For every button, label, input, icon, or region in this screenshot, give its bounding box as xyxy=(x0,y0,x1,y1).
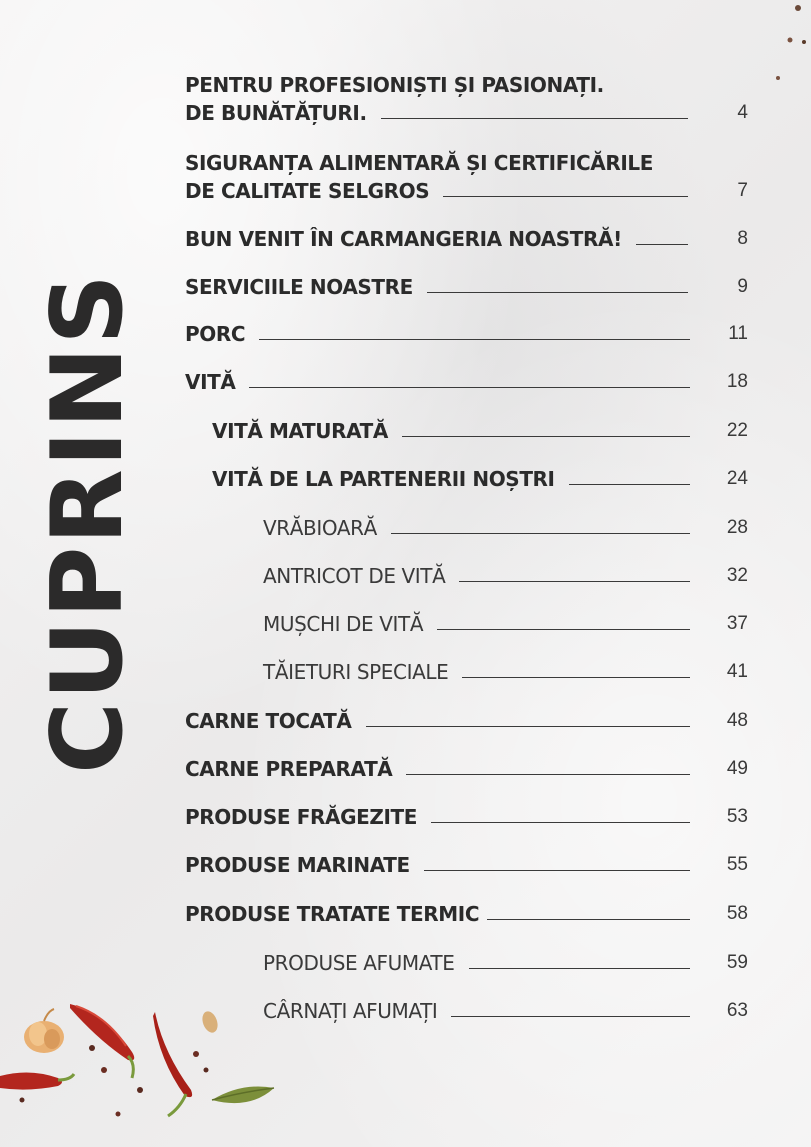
toc-page-number: 18 xyxy=(726,371,748,392)
toc-entry-title: ANTRICOT DE VITĂ xyxy=(263,564,446,588)
toc-page-number: 58 xyxy=(726,903,748,924)
toc-entry-title: CARNE PREPARATĂ xyxy=(185,757,393,781)
toc-entry[interactable] xyxy=(185,321,748,347)
dotted-leader xyxy=(259,339,690,340)
toc-entry-title: TĂIETURI SPECIALE xyxy=(263,660,449,684)
toc-entry-title: VITĂ MATURATĂ xyxy=(212,419,388,443)
toc-entry-title: PORC xyxy=(185,322,246,346)
dotted-leader xyxy=(402,436,690,437)
dotted-leader xyxy=(636,244,688,245)
dotted-leader xyxy=(424,870,690,871)
toc-entry[interactable] xyxy=(263,515,748,541)
toc-page-number: 22 xyxy=(726,420,748,441)
spices-illustration xyxy=(0,990,300,1147)
dotted-leader xyxy=(469,968,691,969)
toc-entry[interactable] xyxy=(185,178,748,204)
toc-entry-title: VITĂ xyxy=(185,370,236,394)
toc-entry[interactable] xyxy=(185,274,748,300)
toc-page-number: 28 xyxy=(726,517,748,538)
toc-entry[interactable] xyxy=(185,756,748,782)
chili-pepper-icon xyxy=(153,1012,192,1116)
toc-page-number: 53 xyxy=(726,806,748,827)
toc-page-number: 9 xyxy=(737,276,748,297)
toc-entry[interactable] xyxy=(263,611,748,637)
dotted-leader xyxy=(569,484,690,485)
dotted-leader xyxy=(406,774,690,775)
toc-entry[interactable] xyxy=(185,804,748,830)
toc-entry[interactable] xyxy=(185,708,748,734)
toc-page-number: 41 xyxy=(726,661,748,682)
toc-entry-title: DE BUNĂTĂȚURI. xyxy=(185,101,367,125)
dotted-leader xyxy=(391,533,690,534)
toc-entry[interactable] xyxy=(263,998,748,1024)
dotted-leader xyxy=(249,387,690,388)
toc-entry[interactable] xyxy=(212,466,748,492)
toc-entry-title: PRODUSE AFUMATE xyxy=(263,951,455,975)
page-title: CUPRINS xyxy=(31,272,145,774)
toc-entry-title: VRĂBIOARĂ xyxy=(263,516,377,540)
chili-pepper-icon xyxy=(70,1004,134,1078)
toc-entry-title: DE CALITATE SELGROS xyxy=(185,179,430,203)
toc-entry[interactable] xyxy=(185,901,748,927)
toc-entry-title: MUȘCHI DE VITĂ xyxy=(263,612,424,636)
dotted-leader xyxy=(437,629,690,630)
toc-page-number: 59 xyxy=(726,952,748,973)
toc-entry[interactable] xyxy=(263,950,748,976)
toc-entry[interactable] xyxy=(185,369,748,395)
toc-page-number: 55 xyxy=(726,854,748,875)
toc-entry[interactable] xyxy=(212,418,748,444)
toc-entry[interactable] xyxy=(185,852,748,878)
toc-entry[interactable] xyxy=(263,659,748,685)
toc-page-number: 8 xyxy=(737,228,748,249)
bay-leaf-icon xyxy=(212,1087,274,1104)
toc-entry-line1[interactable]: SIGURANȚA ALIMENTARĂ ȘI CERTIFICĂRILE xyxy=(185,151,654,175)
toc-page-number: 37 xyxy=(726,613,748,634)
dotted-leader xyxy=(462,677,690,678)
toc-page-number: 32 xyxy=(726,565,748,586)
dotted-leader xyxy=(459,581,690,582)
toc-entry-title: BUN VENIT ÎN CARMANGERIA NOASTRĂ! xyxy=(185,227,622,251)
dotted-leader xyxy=(366,726,691,727)
toc-entry-title: VITĂ DE LA PARTENERII NOȘTRI xyxy=(212,467,555,491)
dotted-leader xyxy=(431,822,690,823)
toc-page-number: 7 xyxy=(737,180,748,201)
toc-entry[interactable] xyxy=(185,100,748,126)
toc-entry-title: PRODUSE FRĂGEZITE xyxy=(185,805,417,829)
toc-page-number: 11 xyxy=(728,323,748,344)
toc-page-number: 63 xyxy=(726,1000,748,1021)
toc-page-number: 4 xyxy=(737,102,748,123)
dotted-leader xyxy=(487,919,690,920)
chili-pepper-icon xyxy=(0,1072,74,1089)
toc-entry-line1[interactable]: PENTRU PROFESIONIȘTI ȘI PASIONAȚI. xyxy=(185,73,604,97)
dotted-leader xyxy=(443,196,688,197)
seed-icon xyxy=(200,1009,221,1034)
crumbs-decoration xyxy=(760,0,811,90)
toc-entry-title: SERVICIILE NOASTRE xyxy=(185,275,413,299)
toc-entry-title: PRODUSE TRATATE TERMIC xyxy=(185,902,480,926)
toc-entry-title: CÂRNAȚI AFUMAȚI xyxy=(263,999,438,1023)
garlic-icon xyxy=(24,1009,64,1053)
toc-page-number: 49 xyxy=(726,758,748,779)
dotted-leader xyxy=(451,1016,690,1017)
toc-entry-title: CARNE TOCATĂ xyxy=(185,709,352,733)
toc-page-number: 24 xyxy=(726,468,748,489)
dotted-leader xyxy=(427,292,688,293)
toc-entry[interactable] xyxy=(263,563,748,589)
toc-entry[interactable] xyxy=(185,226,748,252)
toc-entry-title: PRODUSE MARINATE xyxy=(185,853,410,877)
toc-page-number: 48 xyxy=(726,710,748,731)
dotted-leader xyxy=(381,118,688,119)
